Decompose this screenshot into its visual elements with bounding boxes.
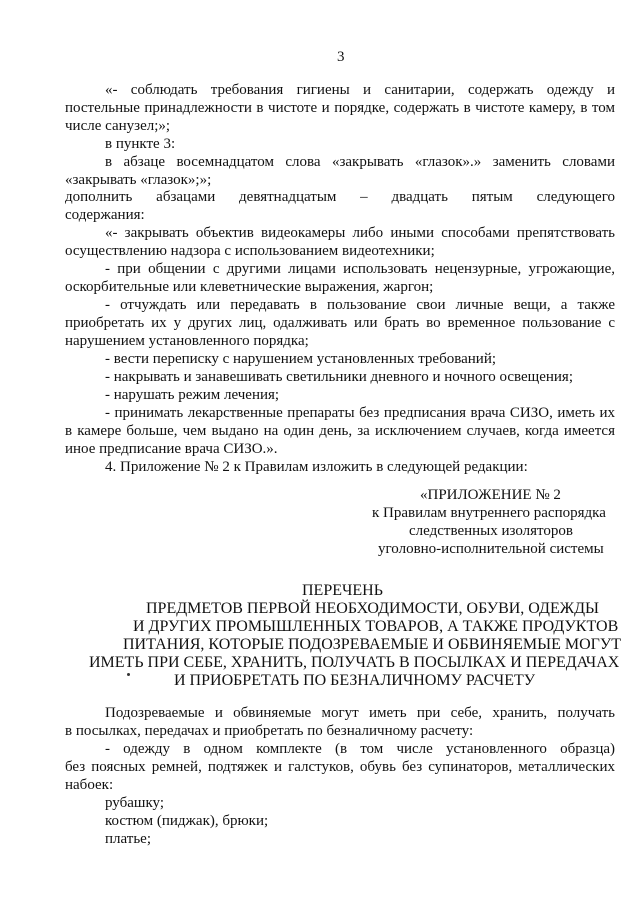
page-number: 3	[337, 49, 345, 65]
annex-heading-line: к Правилам внутреннего распорядка	[372, 505, 606, 521]
text-line: числе санузел;»;	[65, 118, 171, 134]
text-line: набоек:	[65, 777, 114, 793]
list-title-line: ИМЕТЬ ПРИ СЕБЕ, ХРАНИТЬ, ПОЛУЧАТЬ В ПОСЫЛКАХ И ПЕРЕДАЧАХ	[89, 654, 620, 671]
text-line: без поясных ремней, подтяжек и галстуков, обувь без супинаторов, металлических	[65, 759, 615, 775]
text-line: «- соблюдать требования гигиены и санитарии, содержать одежду и	[105, 82, 615, 98]
scan-mark	[127, 673, 130, 676]
text-line: - нарушать режим лечения;	[105, 387, 280, 403]
annex-heading-line: уголовно-исполнительной системы	[378, 541, 604, 557]
text-line: дополнить абзацами девятнадцатым – двадцать пятым следующего	[65, 189, 615, 205]
text-line: «- закрывать объектив видеокамеры либо иными способами препятствовать	[105, 225, 615, 241]
list-title: ПЕРЕЧЕНЬ	[302, 582, 383, 599]
list-title-line: И ПРИОБРЕТАТЬ ПО БЕЗНАЛИЧНОМУ РАСЧЕТУ	[174, 672, 536, 689]
text-line: в абзаце восемнадцатом слова «закрывать «глазок».» заменить словами	[105, 154, 615, 170]
text-line: оскорбительные или клеветнические выражения, жаргон;	[65, 279, 434, 295]
text-line: приобретать их у других лиц, одалживать или брать во временное пользование с	[65, 315, 615, 331]
list-title-line: ПИТАНИЯ, КОТОРЫЕ ПОДОЗРЕВАЕМЫЕ И ОБВИНЯЕМЫЕ МОГУТ	[123, 636, 622, 653]
text-line: иное предписание врача СИЗО.».	[65, 441, 278, 457]
annex-heading-line: «ПРИЛОЖЕНИЕ № 2	[420, 487, 561, 503]
text-line: костюм (пиджак), брюки;	[105, 813, 269, 829]
text-line: в посылках, передачах и приобретать по безналичному расчету:	[65, 723, 474, 739]
list-title-line: И ДРУГИХ ПРОМЫШЛЕННЫХ ТОВАРОВ, А ТАКЖЕ ПРОДУКТОВ	[133, 618, 619, 635]
list-title-line: ПРЕДМЕТОВ ПЕРВОЙ НЕОБХОДИМОСТИ, ОБУВИ, ОДЕЖДЫ	[146, 600, 599, 617]
text-line: в пункте 3:	[105, 136, 176, 152]
text-line: - при общении с другими лицами использовать нецензурные, угрожающие,	[105, 261, 615, 277]
text-line: - накрывать и занавешивать светильники дневного и ночного освещения;	[105, 369, 573, 385]
text-line: осуществлению надзора с использованием видеотехники;	[65, 243, 435, 259]
text-line: - принимать лекарственные препараты без предписания врача СИЗО, иметь их	[105, 405, 615, 421]
text-line: платье;	[105, 831, 152, 847]
text-line: постельные принадлежности в чистоте и порядке, содержать в чистоте камеру, в том	[65, 100, 615, 116]
text-line: Подозреваемые и обвиняемые могут иметь при себе, хранить, получать	[105, 705, 615, 721]
text-line: рубашку;	[105, 795, 164, 811]
annex-heading-line: следственных изоляторов	[409, 523, 573, 539]
text-line: нарушением установленного порядка;	[65, 333, 309, 349]
text-line: в камере больше, чем выдано на один день, за исключением случаев, когда имеется	[65, 423, 615, 439]
text-line: - одежду в одном комплекте (в том числе установленного образца)	[105, 741, 615, 757]
text-line: - отчуждать или передавать в пользование свои личные вещи, а также	[105, 297, 615, 313]
text-line: - вести переписку с нарушением установленных требований;	[105, 351, 497, 367]
text-line: 4. Приложение № 2 к Правилам изложить в следующей редакции:	[105, 459, 528, 475]
text-line: «закрывать «глазок»;»;	[65, 172, 212, 188]
text-line: содержания:	[65, 207, 145, 223]
